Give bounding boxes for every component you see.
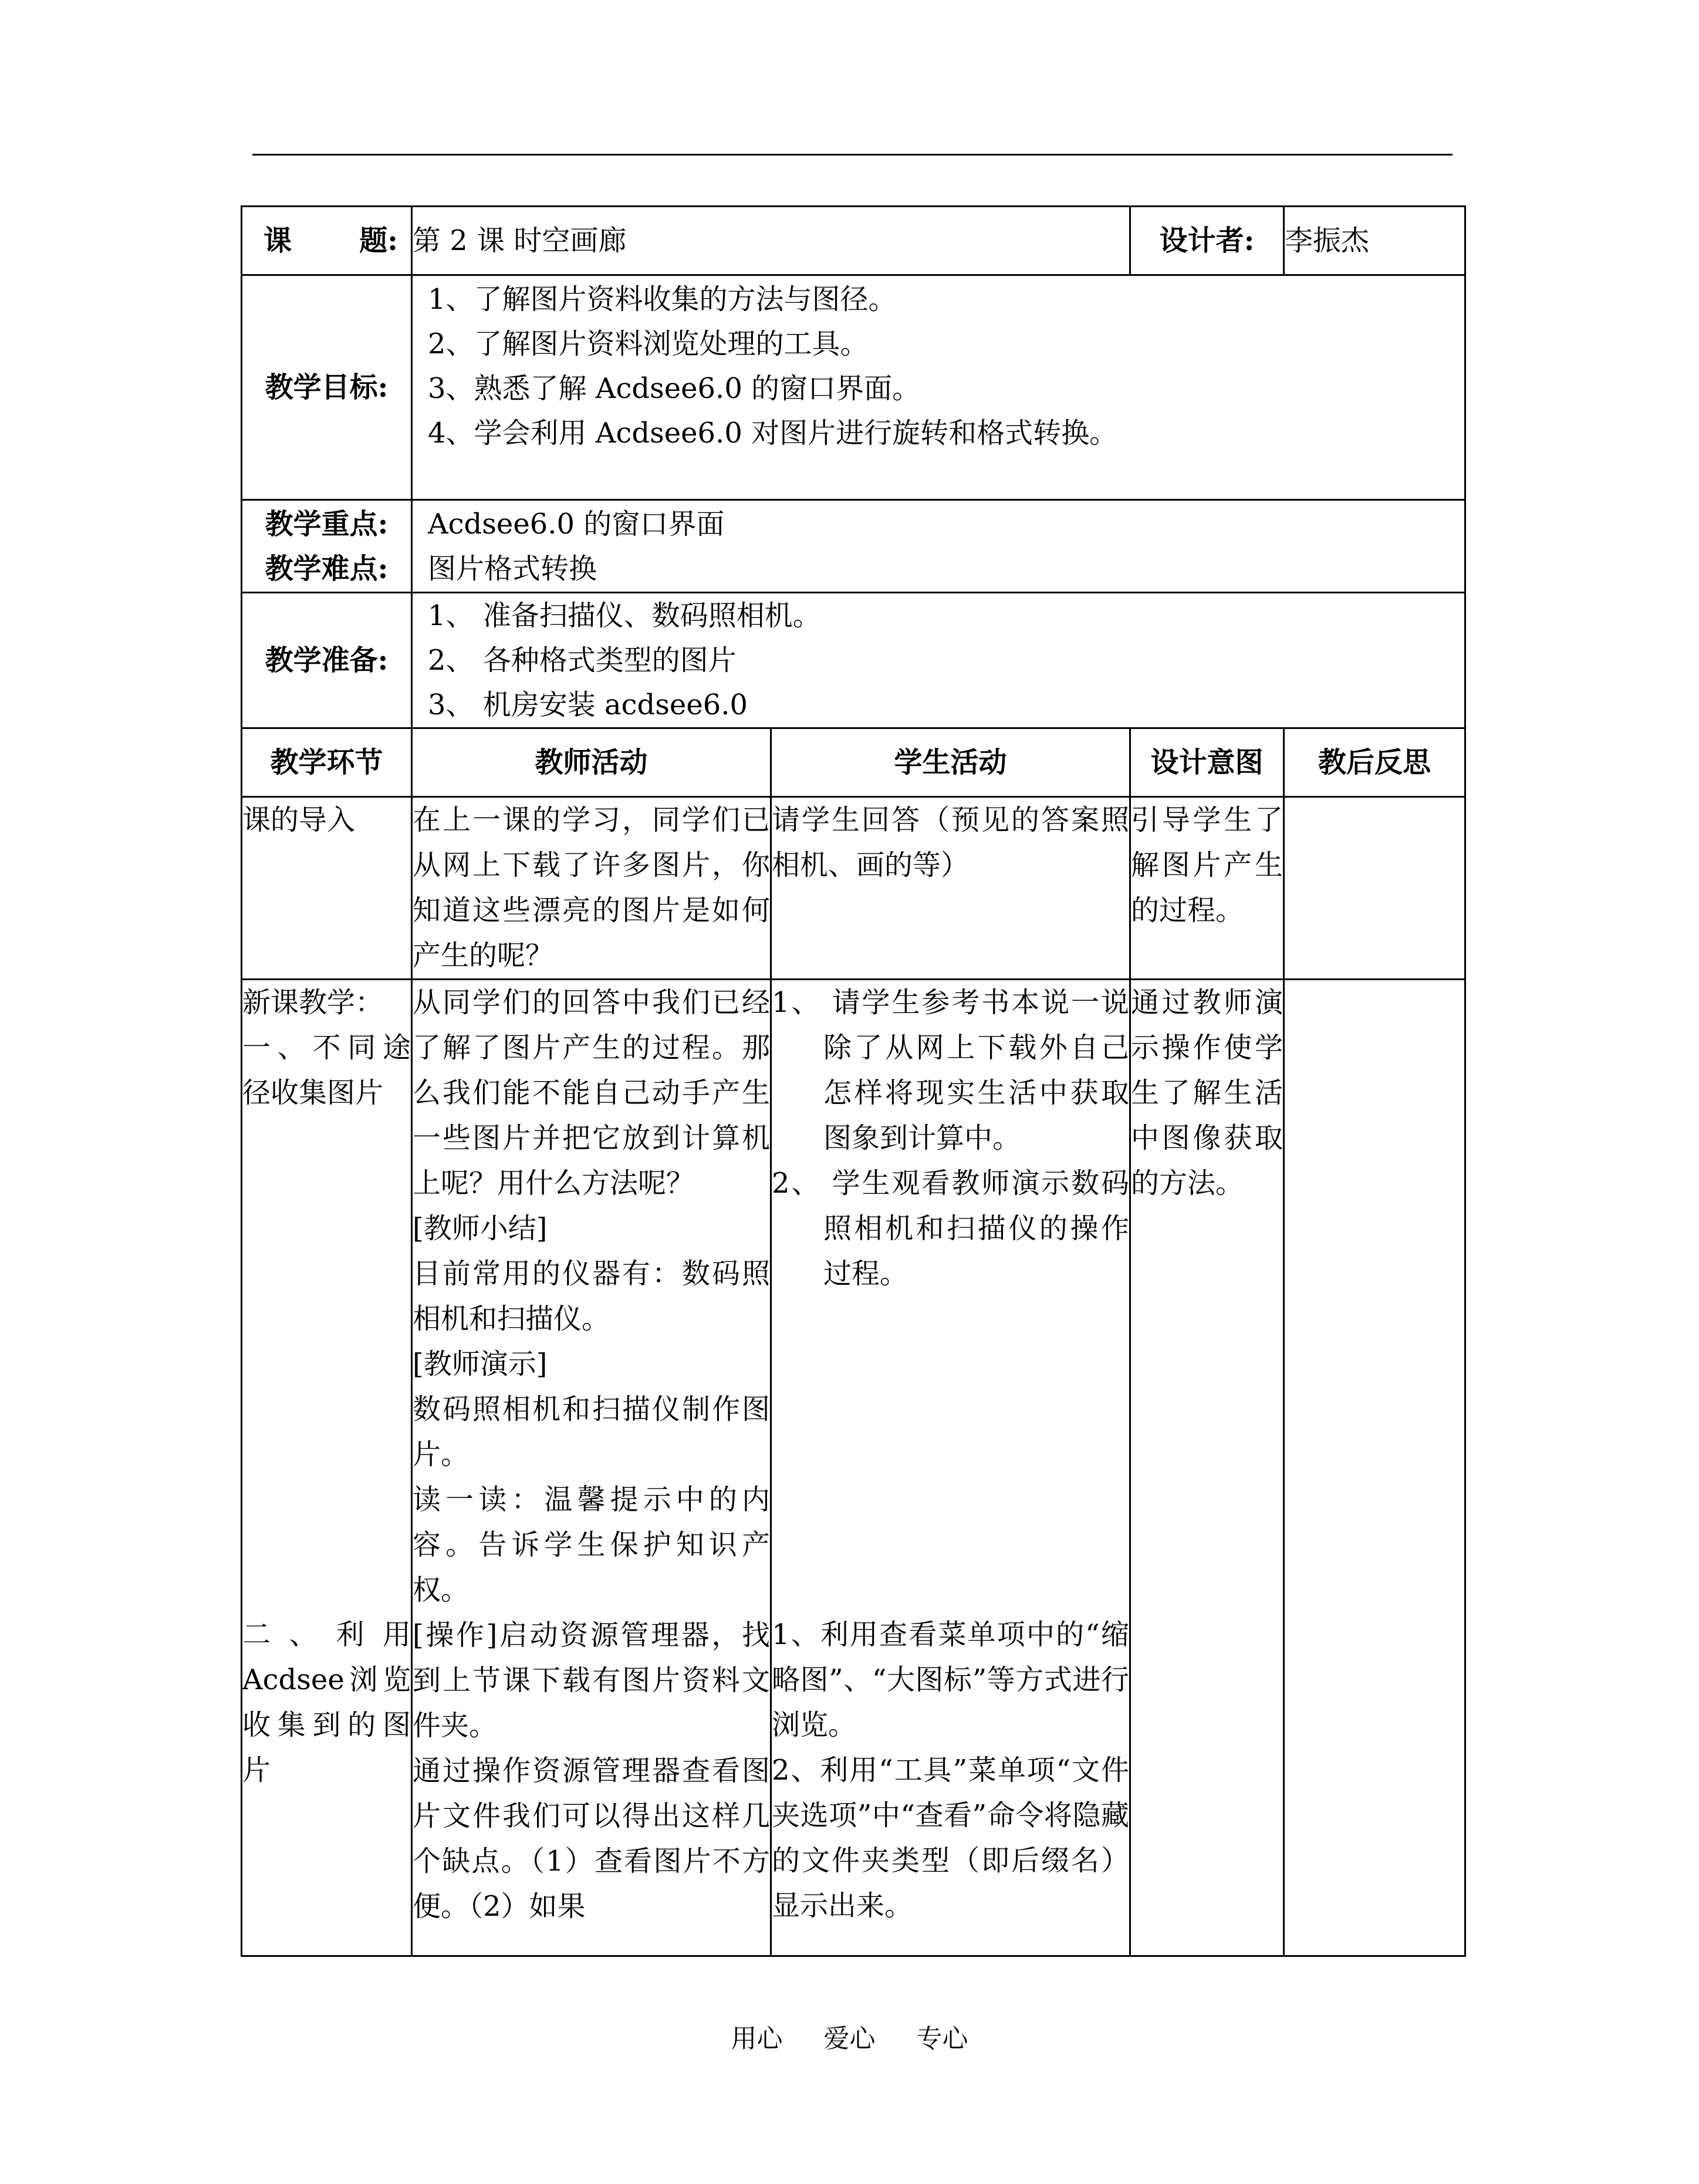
designer-value: 李振杰 (1284, 207, 1465, 275)
intent-cell (1130, 797, 1284, 980)
footer-text: 专心 (916, 2024, 968, 2054)
teacher-text: 数码照相机和扫描仪制作图片。 (413, 1393, 770, 1471)
teacher-text: 通过操作资源管理器查看图片文件我们可以得出这样几个缺点。（1）查看图片不方便。（2）如果 (413, 1754, 770, 1923)
teacher-text: [教师演示] (413, 1348, 548, 1380)
goal-item: 4、学会利用 Acdsee6.0 对图片进行旋转和格式转换。 (428, 417, 1118, 450)
intent-cell (1130, 980, 1284, 1956)
prep-list (412, 593, 1465, 728)
key-difficulty-values (412, 500, 1465, 593)
prep-label: 教学准备: (242, 593, 412, 728)
student-text: 2、 学生观看教师演示数码照相机和扫描仪的操作过程。 (772, 1167, 1130, 1290)
table-row (242, 980, 1465, 1956)
footer-text: 用心 (731, 2024, 783, 2054)
column-header-stage: 教学环节 (242, 728, 412, 797)
key-difficulty-row (242, 500, 1465, 593)
column-header-row (242, 728, 1465, 797)
stage-text: 一、不同途径收集图片 (242, 1031, 411, 1109)
student-cell (771, 980, 1130, 1956)
key-difficulty-labels (242, 500, 412, 593)
student-cell (771, 797, 1130, 980)
goal-item: 1、了解图片资料收集的方法与图径。 (428, 283, 897, 316)
designer-label: 设计者: (1130, 207, 1284, 275)
goals-label: 教学目标: (242, 275, 412, 500)
goal-item: 3、熟悉了解 Acdsee6.0 的窗口界面。 (428, 372, 921, 405)
teacher-text: 读一读：温馨提示中的内容。告诉学生保护知识产权。 (413, 1483, 770, 1606)
goals-row (242, 275, 1465, 500)
student-text: 1、 请学生参考书本说一说除了从网上下载外自己怎样将现实生活中获取图象到计算中。 (772, 986, 1130, 1155)
teacher-cell (412, 980, 771, 1956)
teacher-text: 在上一课的学习，同学们已从网上下载了许多图片，你知道这些漂亮的图片是如何产生的呢？ (413, 804, 770, 972)
topic-row (242, 207, 1465, 275)
header-rule (252, 154, 1453, 156)
footer-text: 爱心 (823, 2024, 876, 2054)
stage-text: 新课教学： (242, 986, 384, 1019)
teacher-text: 目前常用的仪器有：数码照相机和扫描仪。 (413, 1257, 770, 1335)
topic-value: 第 2 课 时空画廊 (412, 207, 1130, 275)
stage-text: 课的导入 (242, 804, 356, 836)
key-label: 教学重点: (265, 507, 389, 541)
intent-text: 通过教师演示操作使学生了解生活中图像获取的方法。 (1131, 986, 1283, 1200)
student-text: 1、利用查看菜单项中的“缩略图”、“大图标”等方式进行浏览。 (772, 1618, 1130, 1741)
topic-label: 课 题: (264, 224, 398, 257)
column-header-reflection: 教后反思 (1284, 728, 1465, 797)
topic-label-cell (242, 207, 412, 275)
prep-item: 2、 各种格式类型的图片 (428, 644, 737, 677)
goals-list (412, 275, 1465, 500)
intent-text: 引导学生了解图片产生的过程。 (1131, 804, 1283, 927)
key-value: Acdsee6.0 的窗口界面 (428, 507, 725, 541)
column-header-teacher: 教师活动 (412, 728, 771, 797)
reflection-cell (1284, 980, 1465, 1956)
stage-cell (242, 980, 412, 1956)
page-footer (0, 2017, 1699, 2055)
student-text: 2、利用“工具”菜单项“文件夹选项”中“查看”命令将隐藏的文件夹类型（即后缀名）显示出来。 (772, 1754, 1130, 1922)
prep-row (242, 593, 1465, 728)
prep-item: 3、 机房安装 acdsee6.0 (428, 688, 748, 721)
column-header-student: 学生活动 (771, 728, 1130, 797)
stage-text: 二、利用Acdsee浏览收集到的图片 (242, 1618, 411, 1787)
teacher-text: 从同学们的回答中我们已经了解了图片产生的过程。那么我们能不能自己动手产生一些图片并把它放到计算机上呢？用什么方法呢？ (413, 986, 770, 1200)
stage-cell (242, 797, 412, 980)
difficulty-value: 图片格式转换 (428, 552, 597, 585)
column-header-intent: 设计意图 (1130, 728, 1284, 797)
lesson-plan-table (241, 205, 1466, 1957)
reflection-cell (1284, 797, 1465, 980)
teacher-text: [操作]启动资源管理器，找到上节课下载有图片资料文件夹。 (413, 1619, 770, 1742)
prep-item: 1、 准备扫描仪、数码照相机。 (428, 599, 821, 632)
goal-item: 2、了解图片资料浏览处理的工具。 (428, 328, 869, 360)
student-text: 请学生回答（预见的答案照相机、画的等） (772, 804, 1130, 882)
teacher-text: [教师小结] (413, 1212, 548, 1245)
table-row (242, 797, 1465, 980)
difficulty-label: 教学难点: (265, 552, 389, 585)
teacher-cell (412, 797, 771, 980)
